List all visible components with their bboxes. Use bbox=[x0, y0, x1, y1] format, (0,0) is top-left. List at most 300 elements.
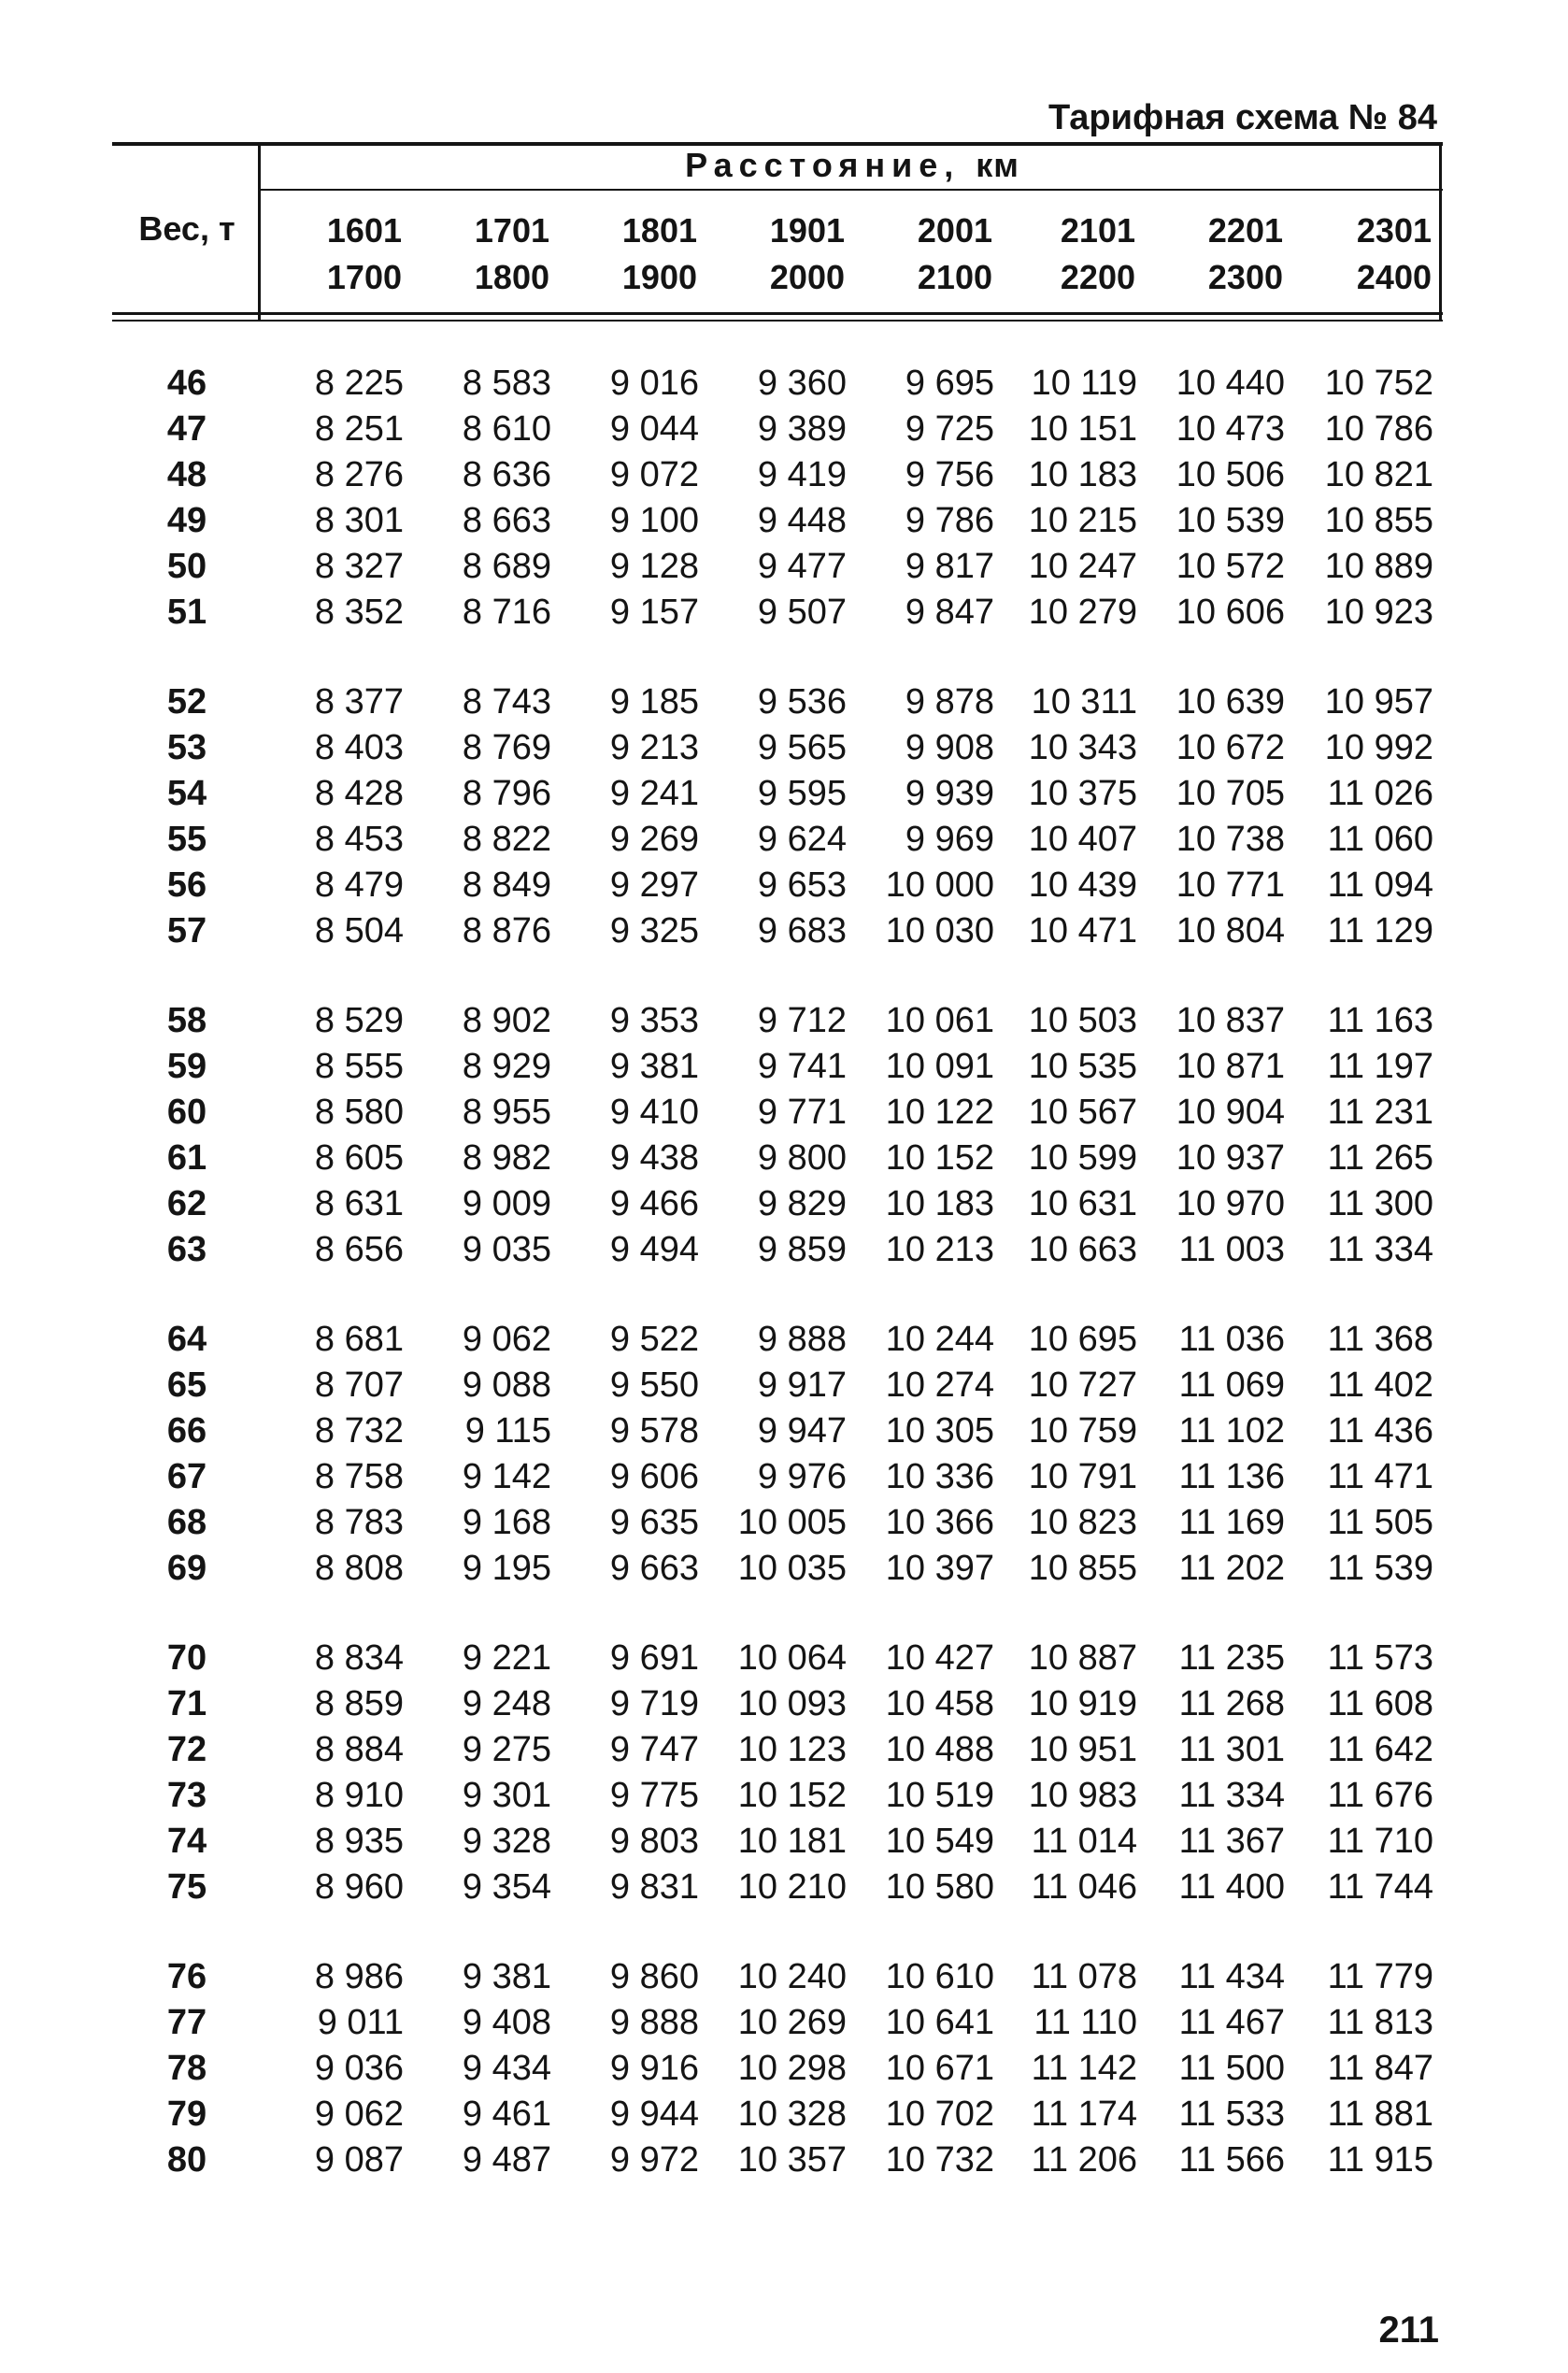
tariff-cell: 9 389 bbox=[757, 409, 847, 449]
tariff-cell: 11 300 bbox=[1327, 1184, 1433, 1223]
tariff-cell: 9 831 bbox=[609, 1867, 699, 1907]
tariff-cell: 11 202 bbox=[1178, 1549, 1285, 1588]
tariff-cell: 9 381 bbox=[462, 1957, 551, 1996]
tariff-cell: 11 069 bbox=[1178, 1365, 1285, 1405]
tariff-cell: 11 467 bbox=[1178, 2003, 1285, 2042]
tariff-cell: 9 297 bbox=[609, 865, 699, 905]
tariff-cell: 8 796 bbox=[462, 774, 551, 813]
weight-cell: 65 bbox=[166, 1365, 207, 1405]
tariff-cell: 10 279 bbox=[1028, 593, 1137, 632]
tariff-cell: 10 727 bbox=[1028, 1365, 1137, 1405]
tariff-cell: 9 062 bbox=[314, 2094, 404, 2134]
tariff-cell: 10 091 bbox=[885, 1047, 994, 1086]
tariff-cell: 8 352 bbox=[314, 593, 404, 632]
tariff-cell: 9 536 bbox=[757, 682, 847, 722]
tariff-cell: 9 917 bbox=[757, 1365, 847, 1405]
tariff-cell: 11 813 bbox=[1327, 2003, 1433, 2042]
tariff-cell: 8 529 bbox=[314, 1001, 404, 1040]
tariff-cell: 9 115 bbox=[464, 1411, 551, 1451]
tariff-cell: 11 231 bbox=[1327, 1093, 1433, 1132]
tariff-cell: 11 110 bbox=[1033, 2003, 1137, 2042]
tariff-cell: 11 368 bbox=[1327, 1320, 1433, 1359]
range-column-4 bbox=[714, 207, 845, 301]
tariff-cell: 11 400 bbox=[1178, 1867, 1285, 1907]
tariff-cell: 10 152 bbox=[885, 1138, 994, 1178]
weight-column-divider bbox=[258, 142, 261, 320]
tariff-cell: 9 522 bbox=[609, 1320, 699, 1359]
tariff-cell: 10 064 bbox=[737, 1638, 847, 1678]
tariff-cell: 11 142 bbox=[1031, 2049, 1137, 2088]
table-row bbox=[0, 452, 1568, 498]
table-row bbox=[0, 1954, 1568, 2000]
tariff-cell: 8 960 bbox=[314, 1867, 404, 1907]
weight-cell: 76 bbox=[166, 1957, 207, 1996]
tariff-cell: 9 972 bbox=[609, 2140, 699, 2180]
tariff-cell: 9 908 bbox=[905, 728, 994, 767]
weight-header: Вес, т bbox=[138, 209, 235, 248]
tariff-cell: 11 367 bbox=[1178, 1822, 1285, 1861]
tariff-cell: 10 440 bbox=[1176, 364, 1285, 403]
tariff-cell: 11 129 bbox=[1327, 911, 1433, 951]
tariff-cell: 10 328 bbox=[737, 2094, 847, 2134]
tariff-cell: 8 605 bbox=[314, 1138, 404, 1178]
tariff-cell: 8 884 bbox=[314, 1730, 404, 1769]
tariff-cell: 10 439 bbox=[1028, 865, 1137, 905]
tariff-cell: 9 916 bbox=[609, 2049, 699, 2088]
weight-cell: 64 bbox=[166, 1320, 207, 1359]
range-from: 2101 bbox=[1060, 211, 1135, 250]
tariff-cell: 10 210 bbox=[737, 1867, 847, 1907]
tariff-cell: 9 419 bbox=[757, 455, 847, 494]
tariff-cell: 9 624 bbox=[757, 820, 847, 859]
table-row bbox=[0, 544, 1568, 590]
tariff-cell: 10 599 bbox=[1028, 1138, 1137, 1178]
tariff-cell: 8 929 bbox=[462, 1047, 551, 1086]
tariff-cell: 10 970 bbox=[1176, 1184, 1285, 1223]
range-from: 1901 bbox=[769, 211, 845, 250]
tariff-cell: 11 881 bbox=[1327, 2094, 1433, 2134]
tariff-cell: 9 035 bbox=[462, 1230, 551, 1269]
tariff-cell: 8 555 bbox=[314, 1047, 404, 1086]
tariff-cell: 11 847 bbox=[1327, 2049, 1433, 2088]
weight-cell: 49 bbox=[166, 501, 207, 540]
tariff-cell: 10 606 bbox=[1176, 593, 1285, 632]
tariff-cell: 10 093 bbox=[737, 1684, 847, 1723]
tariff-cell: 11 402 bbox=[1327, 1365, 1433, 1405]
tariff-cell: 8 955 bbox=[462, 1093, 551, 1132]
table-row bbox=[0, 1090, 1568, 1136]
tariff-cell: 10 375 bbox=[1028, 774, 1137, 813]
weight-cell: 46 bbox=[166, 364, 207, 403]
tariff-cell: 9 088 bbox=[462, 1365, 551, 1405]
page-number: 211 bbox=[1378, 2309, 1439, 2351]
tariff-cell: 8 716 bbox=[462, 593, 551, 632]
tariff-cell: 9 301 bbox=[462, 1776, 551, 1815]
tariff-cell: 9 477 bbox=[757, 547, 847, 586]
tariff-cell: 10 061 bbox=[885, 1001, 994, 1040]
tariff-cell: 11 676 bbox=[1327, 1776, 1433, 1815]
table-row bbox=[0, 679, 1568, 725]
table-row bbox=[0, 1727, 1568, 1773]
distance-unit: км bbox=[976, 146, 1019, 184]
tariff-cell: 10 567 bbox=[1028, 1093, 1137, 1132]
tariff-cell: 10 549 bbox=[885, 1822, 994, 1861]
tariff-cell: 10 473 bbox=[1176, 409, 1285, 449]
tariff-cell: 10 992 bbox=[1324, 728, 1433, 767]
tariff-cell: 10 937 bbox=[1176, 1138, 1285, 1178]
tariff-cell: 10 357 bbox=[737, 2140, 847, 2180]
table-row bbox=[0, 2000, 1568, 2046]
table-row bbox=[0, 1500, 1568, 1546]
tariff-cell: 9 550 bbox=[609, 1365, 699, 1405]
tariff-cell: 10 639 bbox=[1176, 682, 1285, 722]
tariff-cell: 9 786 bbox=[905, 501, 994, 540]
range-column-6 bbox=[1005, 207, 1135, 301]
tariff-cell: 8 876 bbox=[462, 911, 551, 951]
tariff-cell: 10 705 bbox=[1176, 774, 1285, 813]
tariff-cell: 8 707 bbox=[314, 1365, 404, 1405]
tariff-cell: 10 181 bbox=[737, 1822, 847, 1861]
weight-cell: 55 bbox=[166, 820, 207, 859]
tariff-cell: 10 738 bbox=[1176, 820, 1285, 859]
tariff-cell: 10 889 bbox=[1324, 547, 1433, 586]
tariff-cell: 8 636 bbox=[462, 455, 551, 494]
tariff-cell: 8 631 bbox=[314, 1184, 404, 1223]
tariff-cell: 10 343 bbox=[1028, 728, 1137, 767]
tariff-cell: 9 353 bbox=[609, 1001, 699, 1040]
tariff-cell: 8 479 bbox=[314, 865, 404, 905]
tariff-cell: 10 752 bbox=[1324, 364, 1433, 403]
range-from: 1601 bbox=[326, 211, 402, 250]
tariff-cell: 11 206 bbox=[1031, 2140, 1137, 2180]
tariff-cell: 9 408 bbox=[462, 2003, 551, 2042]
tariff-cell: 11 436 bbox=[1327, 1411, 1433, 1451]
range-column-7 bbox=[1152, 207, 1283, 301]
tariff-cell: 10 919 bbox=[1028, 1684, 1137, 1723]
weight-cell: 69 bbox=[166, 1549, 207, 1588]
header-bottom-rule-2 bbox=[112, 320, 1443, 322]
tariff-cell: 9 241 bbox=[609, 774, 699, 813]
tariff-cell: 11 169 bbox=[1178, 1503, 1285, 1542]
tariff-cell: 9 817 bbox=[905, 547, 994, 586]
tariff-cell: 9 747 bbox=[609, 1730, 699, 1769]
tariff-cell: 10 786 bbox=[1324, 409, 1433, 449]
tariff-cell: 11 235 bbox=[1178, 1638, 1285, 1678]
tariff-cell: 11 471 bbox=[1327, 1457, 1433, 1496]
weight-cell: 58 bbox=[166, 1001, 207, 1040]
tariff-cell: 9 142 bbox=[462, 1457, 551, 1496]
tariff-cell: 10 213 bbox=[885, 1230, 994, 1269]
table-row bbox=[0, 1181, 1568, 1227]
tariff-cell: 9 185 bbox=[609, 682, 699, 722]
distance-header bbox=[262, 146, 1443, 185]
range-from: 1701 bbox=[474, 211, 549, 250]
scheme-title: Тарифная схема № 84 bbox=[1048, 98, 1437, 137]
tariff-cell: 11 334 bbox=[1327, 1230, 1433, 1269]
weight-cell: 74 bbox=[166, 1822, 207, 1861]
tariff-cell: 10 923 bbox=[1324, 593, 1433, 632]
table-row bbox=[0, 1408, 1568, 1454]
tariff-cell: 11 136 bbox=[1178, 1457, 1285, 1496]
range-to: 2100 bbox=[917, 258, 992, 296]
tariff-cell: 9 606 bbox=[609, 1457, 699, 1496]
tariff-cell: 11 268 bbox=[1178, 1684, 1285, 1723]
tariff-cell: 11 014 bbox=[1031, 1822, 1137, 1861]
tariff-cell: 11 500 bbox=[1178, 2049, 1285, 2088]
tariff-cell: 11 102 bbox=[1178, 1411, 1285, 1451]
table-row bbox=[0, 2137, 1568, 2183]
weight-cell: 73 bbox=[166, 1776, 207, 1815]
tariff-cell: 8 834 bbox=[314, 1638, 404, 1678]
tariff-cell: 9 829 bbox=[757, 1184, 847, 1223]
tariff-cell: 9 800 bbox=[757, 1138, 847, 1178]
tariff-cell: 9 448 bbox=[757, 501, 847, 540]
tariff-cell: 9 719 bbox=[609, 1684, 699, 1723]
range-column-8 bbox=[1301, 207, 1432, 301]
tariff-cell: 9 168 bbox=[462, 1503, 551, 1542]
range-to: 2400 bbox=[1356, 258, 1432, 296]
tariff-cell: 9 044 bbox=[609, 409, 699, 449]
range-column-3 bbox=[566, 207, 697, 301]
table-row bbox=[0, 590, 1568, 636]
tariff-cell: 11 779 bbox=[1327, 1957, 1433, 1996]
tariff-cell: 10 151 bbox=[1028, 409, 1137, 449]
tariff-cell: 8 910 bbox=[314, 1776, 404, 1815]
tariff-cell: 11 710 bbox=[1327, 1822, 1433, 1861]
weight-cell: 57 bbox=[166, 911, 207, 951]
table-row bbox=[0, 1681, 1568, 1727]
weight-cell: 56 bbox=[166, 865, 207, 905]
tariff-cell: 9 381 bbox=[609, 1047, 699, 1086]
tariff-cell: 11 915 bbox=[1327, 2140, 1433, 2180]
tariff-cell: 9 269 bbox=[609, 820, 699, 859]
tariff-cell: 9 507 bbox=[757, 593, 847, 632]
tariff-cell: 10 336 bbox=[885, 1457, 994, 1496]
tariff-cell: 8 656 bbox=[314, 1230, 404, 1269]
tariff-cell: 9 487 bbox=[462, 2140, 551, 2180]
tariff-cell: 10 580 bbox=[885, 1867, 994, 1907]
tariff-cell: 8 902 bbox=[462, 1001, 551, 1040]
tariff-cell: 11 301 bbox=[1178, 1730, 1285, 1769]
tariff-cell: 10 244 bbox=[885, 1320, 994, 1359]
range-column-2 bbox=[419, 207, 549, 301]
tariff-cell: 9 859 bbox=[757, 1230, 847, 1269]
weight-cell: 79 bbox=[166, 2094, 207, 2134]
table-row bbox=[0, 1454, 1568, 1500]
weight-cell: 51 bbox=[166, 593, 207, 632]
tariff-cell: 8 808 bbox=[314, 1549, 404, 1588]
tariff-cell: 10 663 bbox=[1028, 1230, 1137, 1269]
table-row bbox=[0, 1044, 1568, 1090]
table-row bbox=[0, 908, 1568, 954]
tariff-cell: 9 494 bbox=[609, 1230, 699, 1269]
tariff-cell: 10 488 bbox=[885, 1730, 994, 1769]
weight-cell: 61 bbox=[166, 1138, 207, 1178]
table-row bbox=[0, 2046, 1568, 2092]
tariff-cell: 9 860 bbox=[609, 1957, 699, 1996]
tariff-cell: 10 298 bbox=[737, 2049, 847, 2088]
tariff-cell: 11 174 bbox=[1031, 2094, 1137, 2134]
tariff-cell: 10 904 bbox=[1176, 1093, 1285, 1132]
tariff-cell: 8 783 bbox=[314, 1503, 404, 1542]
tariff-cell: 9 565 bbox=[757, 728, 847, 767]
tariff-cell: 8 504 bbox=[314, 911, 404, 951]
tariff-cell: 10 119 bbox=[1031, 364, 1137, 403]
tariff-cell: 8 732 bbox=[314, 1411, 404, 1451]
weight-cell: 62 bbox=[166, 1184, 207, 1223]
tariff-cell: 9 756 bbox=[905, 455, 994, 494]
range-to: 2000 bbox=[769, 258, 845, 296]
tariff-cell: 9 775 bbox=[609, 1776, 699, 1815]
table-row bbox=[0, 2092, 1568, 2137]
tariff-cell: 10 610 bbox=[885, 1957, 994, 1996]
tariff-cell: 10 732 bbox=[885, 2140, 994, 2180]
tariff-cell: 11 060 bbox=[1327, 820, 1433, 859]
weight-cell: 70 bbox=[166, 1638, 207, 1678]
weight-cell: 52 bbox=[166, 682, 207, 722]
table-row bbox=[0, 817, 1568, 863]
header-bottom-rule-1 bbox=[112, 312, 1443, 315]
tariff-cell: 11 505 bbox=[1327, 1503, 1433, 1542]
weight-cell: 68 bbox=[166, 1503, 207, 1542]
tariff-cell: 10 572 bbox=[1176, 547, 1285, 586]
tariff-cell: 10 035 bbox=[737, 1549, 847, 1588]
tariff-cell: 9 410 bbox=[609, 1093, 699, 1132]
tariff-cell: 9 275 bbox=[462, 1730, 551, 1769]
range-from: 2301 bbox=[1356, 211, 1432, 250]
tariff-cell: 10 821 bbox=[1324, 455, 1433, 494]
range-from: 1801 bbox=[621, 211, 697, 250]
tariff-cell: 10 671 bbox=[885, 2049, 994, 2088]
tariff-cell: 9 712 bbox=[757, 1001, 847, 1040]
tariff-cell: 9 354 bbox=[462, 1867, 551, 1907]
table-row bbox=[0, 1363, 1568, 1408]
tariff-cell: 9 062 bbox=[462, 1320, 551, 1359]
tariff-cell: 11 036 bbox=[1178, 1320, 1285, 1359]
range-from: 2201 bbox=[1207, 211, 1283, 250]
table-row bbox=[0, 361, 1568, 407]
tariff-cell: 10 123 bbox=[737, 1730, 847, 1769]
tariff-cell: 11 434 bbox=[1178, 1957, 1285, 1996]
tariff-cell: 8 758 bbox=[314, 1457, 404, 1496]
tariff-cell: 11 026 bbox=[1327, 774, 1433, 813]
tariff-cell: 10 983 bbox=[1028, 1776, 1137, 1815]
weight-cell: 77 bbox=[166, 2003, 207, 2042]
tariff-cell: 10 274 bbox=[885, 1365, 994, 1405]
tariff-cell: 10 804 bbox=[1176, 911, 1285, 951]
weight-cell: 67 bbox=[166, 1457, 207, 1496]
table-row bbox=[0, 1136, 1568, 1181]
tariff-cell: 10 030 bbox=[885, 911, 994, 951]
tariff-cell: 9 087 bbox=[314, 2140, 404, 2180]
tariff-cell: 9 847 bbox=[905, 593, 994, 632]
tariff-cell: 10 871 bbox=[1176, 1047, 1285, 1086]
weight-cell: 60 bbox=[166, 1093, 207, 1132]
tariff-cell: 10 855 bbox=[1324, 501, 1433, 540]
table-row bbox=[0, 407, 1568, 452]
weight-cell: 53 bbox=[166, 728, 207, 767]
weight-cell: 78 bbox=[166, 2049, 207, 2088]
tariff-cell: 10 702 bbox=[885, 2094, 994, 2134]
weight-cell: 72 bbox=[166, 1730, 207, 1769]
tariff-cell: 9 325 bbox=[609, 911, 699, 951]
tariff-cell: 9 248 bbox=[462, 1684, 551, 1723]
tariff-cell: 10 458 bbox=[885, 1684, 994, 1723]
tariff-cell: 10 539 bbox=[1176, 501, 1285, 540]
range-column-5 bbox=[862, 207, 992, 301]
tariff-cell: 10 397 bbox=[885, 1549, 994, 1588]
tariff-cell: 10 311 bbox=[1031, 682, 1137, 722]
tariff-cell: 9 976 bbox=[757, 1457, 847, 1496]
tariff-cell: 11 539 bbox=[1327, 1549, 1433, 1588]
tariff-cell: 10 519 bbox=[885, 1776, 994, 1815]
tariff-cell: 8 301 bbox=[314, 501, 404, 540]
tariff-cell: 10 695 bbox=[1028, 1320, 1137, 1359]
tariff-cell: 10 631 bbox=[1028, 1184, 1137, 1223]
weight-cell: 71 bbox=[166, 1684, 207, 1723]
distance-label: Расстояние, bbox=[685, 146, 961, 184]
tariff-cell: 11 573 bbox=[1327, 1638, 1433, 1678]
weight-cell: 54 bbox=[166, 774, 207, 813]
tariff-cell: 8 986 bbox=[314, 1957, 404, 1996]
tariff-cell: 11 163 bbox=[1327, 1001, 1433, 1040]
tariff-cell: 10 000 bbox=[885, 865, 994, 905]
tariff-cell: 10 183 bbox=[885, 1184, 994, 1223]
tariff-cell: 8 935 bbox=[314, 1822, 404, 1861]
tariff-cell: 9 434 bbox=[462, 2049, 551, 2088]
tariff-cell: 10 837 bbox=[1176, 1001, 1285, 1040]
tariff-cell: 10 506 bbox=[1176, 455, 1285, 494]
tariff-cell: 8 769 bbox=[462, 728, 551, 767]
tariff-cell: 8 663 bbox=[462, 501, 551, 540]
tariff-cell: 10 957 bbox=[1324, 682, 1433, 722]
tariff-cell: 8 822 bbox=[462, 820, 551, 859]
tariff-cell: 9 635 bbox=[609, 1503, 699, 1542]
weight-cell: 63 bbox=[166, 1230, 207, 1269]
tariff-cell: 8 453 bbox=[314, 820, 404, 859]
tariff-cell: 10 759 bbox=[1028, 1411, 1137, 1451]
tariff-cell: 9 888 bbox=[609, 2003, 699, 2042]
range-to: 2200 bbox=[1060, 258, 1135, 296]
table-row bbox=[0, 1819, 1568, 1865]
tariff-cell: 8 276 bbox=[314, 455, 404, 494]
table-row bbox=[0, 1636, 1568, 1681]
tariff-cell: 10 122 bbox=[885, 1093, 994, 1132]
tariff-cell: 10 672 bbox=[1176, 728, 1285, 767]
tariff-cell: 11 334 bbox=[1178, 1776, 1285, 1815]
table-row bbox=[0, 1773, 1568, 1819]
tariff-cell: 9 221 bbox=[462, 1638, 551, 1678]
tariff-cell: 11 533 bbox=[1178, 2094, 1285, 2134]
tariff-cell: 8 689 bbox=[462, 547, 551, 586]
tariff-cell: 11 003 bbox=[1178, 1230, 1285, 1269]
tariff-cell: 11 744 bbox=[1327, 1867, 1433, 1907]
tariff-cell: 10 407 bbox=[1028, 820, 1137, 859]
tariff-cell: 10 366 bbox=[885, 1503, 994, 1542]
tariff-cell: 8 580 bbox=[314, 1093, 404, 1132]
tariff-cell: 9 803 bbox=[609, 1822, 699, 1861]
range-to: 1700 bbox=[326, 258, 402, 296]
tariff-cell: 10 215 bbox=[1028, 501, 1137, 540]
tariff-cell: 9 663 bbox=[609, 1549, 699, 1588]
tariff-cell: 10 823 bbox=[1028, 1503, 1137, 1542]
tariff-cell: 11 197 bbox=[1327, 1047, 1433, 1086]
distance-divider-rule bbox=[260, 189, 1443, 191]
tariff-cell: 10 535 bbox=[1028, 1047, 1137, 1086]
weight-cell: 66 bbox=[166, 1411, 207, 1451]
tariff-cell: 9 695 bbox=[905, 364, 994, 403]
tariff-cell: 9 157 bbox=[609, 593, 699, 632]
